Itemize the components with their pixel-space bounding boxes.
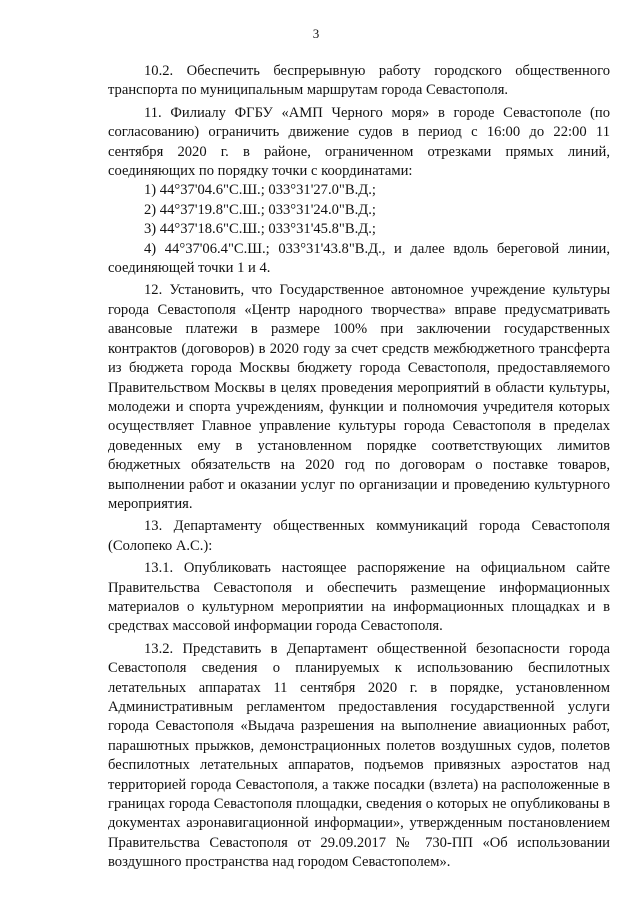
paragraph-13-1: 13.1. Опубликовать настоящее распоряжение на официальном сайте Правительства Севастополя и обеспечить размещение информационных материалов о культурном мероприятии на информационных площадках и в средствах массовой информации города Севастополя. (108, 560, 610, 635)
coordinate-point-1: 1) 44°37'04.6"С.Ш.; 033°31'27.0"В.Д.; (144, 182, 376, 199)
page-number: 3 (312, 26, 320, 41)
paragraph-11: 11. Филиалу ФГБУ «АМП Черного моря» в городе Севастополе (по согласованию) ограничить движение судов в период с 16:00 до 22:00 11 сентября 2020 г. в районе, ограниченном отрезками прямых линий, соединяющих по порядку точки с координатами: (108, 104, 610, 180)
paragraph-13-2: 13.2. Представить в Департамент общественной безопасности города Севастополя сведения о планируемых к использованию беспилотных летательных аппаратах 11 сентября 2020 г. в порядке, установленном Административным регламентом предоставления государственной услуги города Севастополя «Выдача разрешения на выполнение авиационных работ, парашютных прыжков, демонстрационных полетов воздушных судов, полетов беспилотных летательных аппаратов, подъемов привязных аэростатов над территорией города Севастополя, а также посадки (взлета) на расположенные в границах города Севастополя площадки, сведения о которых не опубликованы в документах аэронавигационной информации», утвержденным постановлением Правительства Севастополя от 29.09.2017 № 730-ПП «Об использовании воздушного пространства над городом Севастополем». (108, 640, 610, 871)
paragraph-13: 13. Департаменту общественных коммуникаций города Севастополя (Солопеко А.С.): (108, 518, 610, 554)
coordinate-point-2: 2) 44°37'19.8"С.Ш.; 033°31'24.0"В.Д.; (144, 201, 376, 218)
paragraph-10-2: 10.2. Обеспечить беспрерывную работу городского общественного транспорта по муниципальным маршрутам города Севастополя. (108, 63, 610, 99)
coordinate-point-4: 4) 44°37'06.4"С.Ш.; 033°31'43.8"В.Д., и далее вдоль береговой линии, соединяющей точки 1 и 4. (108, 240, 610, 277)
document-body (108, 62, 610, 876)
paragraph-12: 12. Установить, что Государственное автономное учреждение культуры города Севастополя «Центр народного творчества» вправе предусматривать авансовые платежи в размере 100% при заключении государственных контрактов (договоров) в 2020 году за счет средств межбюджетного трансферта из бюджета города Москвы бюджету города Севастополя, предоставляемого Правительством Москвы в целях проведения мероприятий в области культуры, молодежи и спорта учреждениям, функции и полномочия учредителя которых осуществляет Главное управление культуры города Севастополя в пределах доведенных ему в установленном порядке соответствующих лимитов бюджетных обязательств на 2020 год по договорам о поставке товаров, выполнении работ и оказании услуг по организации и проведению культурного мероприятия. (108, 282, 610, 512)
coordinate-point-3: 3) 44°37'18.6"С.Ш.; 033°31'45.8"В.Д.; (144, 221, 376, 238)
